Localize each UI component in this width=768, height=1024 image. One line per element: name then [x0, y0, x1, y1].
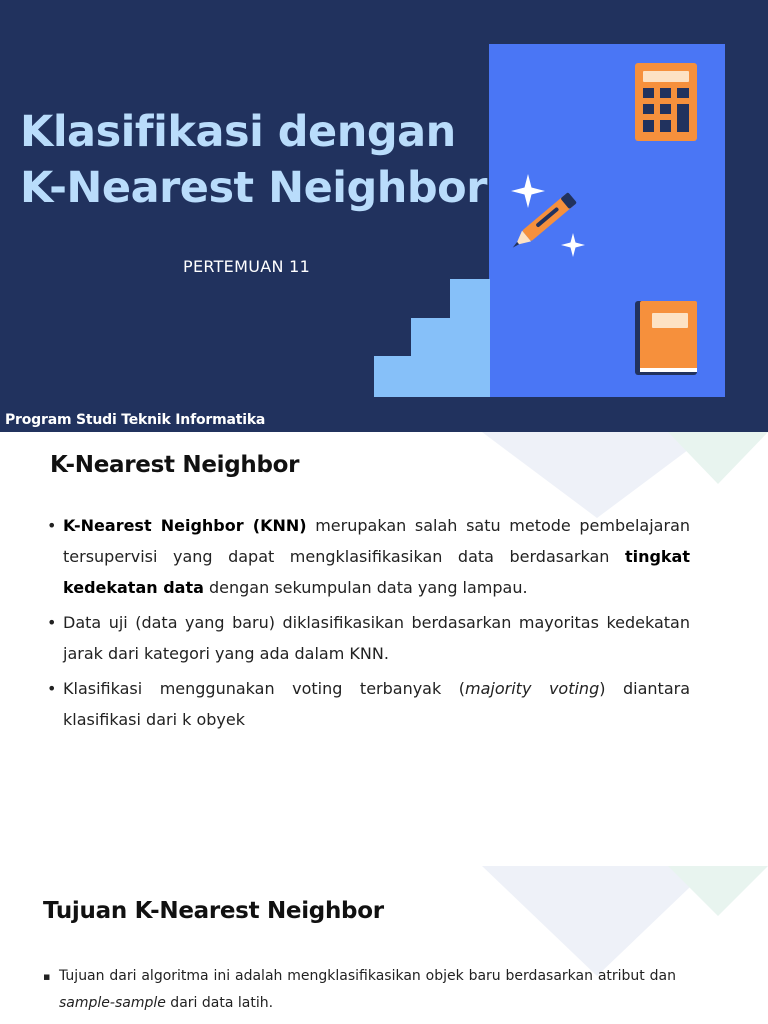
content-slide	[0, 432, 768, 1024]
bullet-text: Tujuan dari algoritma ini adalah mengklasifikasikan objek baru berdasarkan atribut dan	[59, 968, 676, 984]
cover-subtitle: PERTEMUAN 11	[183, 257, 311, 276]
italic-term: majority voting	[465, 679, 600, 698]
decor-triangle	[668, 432, 768, 484]
program-footer: Program Studi Teknik Informatika	[5, 412, 266, 428]
bold-term: tingkat kedekatan data	[63, 547, 690, 597]
decor-triangle	[668, 866, 768, 916]
stair-step	[411, 318, 490, 357]
cover-title	[20, 104, 487, 216]
list-item	[59, 963, 676, 1017]
bold-term: K-Nearest Neighbor (KNN)	[63, 516, 307, 535]
book-icon	[634, 300, 698, 376]
section-heading-knn: K-Nearest Neighbor	[50, 452, 300, 478]
bullet-text: Data uji (data yang baru) diklasifikasikan berdasarkan mayoritas kedekatan jarak dari kategori yang ada dalam KNN.	[63, 613, 690, 663]
cover-slide	[0, 0, 768, 432]
cover-title-line2: K-Nearest Neighbor	[20, 163, 487, 213]
list-item	[63, 673, 690, 735]
knn-bullet-list	[63, 510, 690, 739]
list-item	[63, 607, 690, 669]
cover-title-line1: Klasifikasi dengan	[20, 107, 456, 157]
italic-term: sample-sample	[59, 995, 166, 1011]
bullet-text: ) diantara klasifikasi dari k obyek	[63, 679, 691, 729]
stair-step	[374, 356, 490, 397]
bullet-text: dari data latih.	[165, 995, 274, 1011]
bullet-text: merupakan salah satu metode pembelajaran tersupervisi yang dapat mengklasifikasikan data berdasarkan	[63, 516, 691, 566]
bullet-text: Klasifikasi menggunakan voting terbanyak (	[63, 679, 466, 698]
list-item	[63, 510, 690, 603]
calculator-icon	[634, 62, 698, 142]
stair-step	[450, 279, 490, 319]
bullet-text: dengan sekumpulan data yang lampau.	[203, 578, 528, 597]
tujuan-bullet-list	[59, 963, 676, 1017]
section-heading-tujuan: Tujuan K-Nearest Neighbor	[43, 898, 384, 924]
pencil-icon	[500, 175, 596, 261]
